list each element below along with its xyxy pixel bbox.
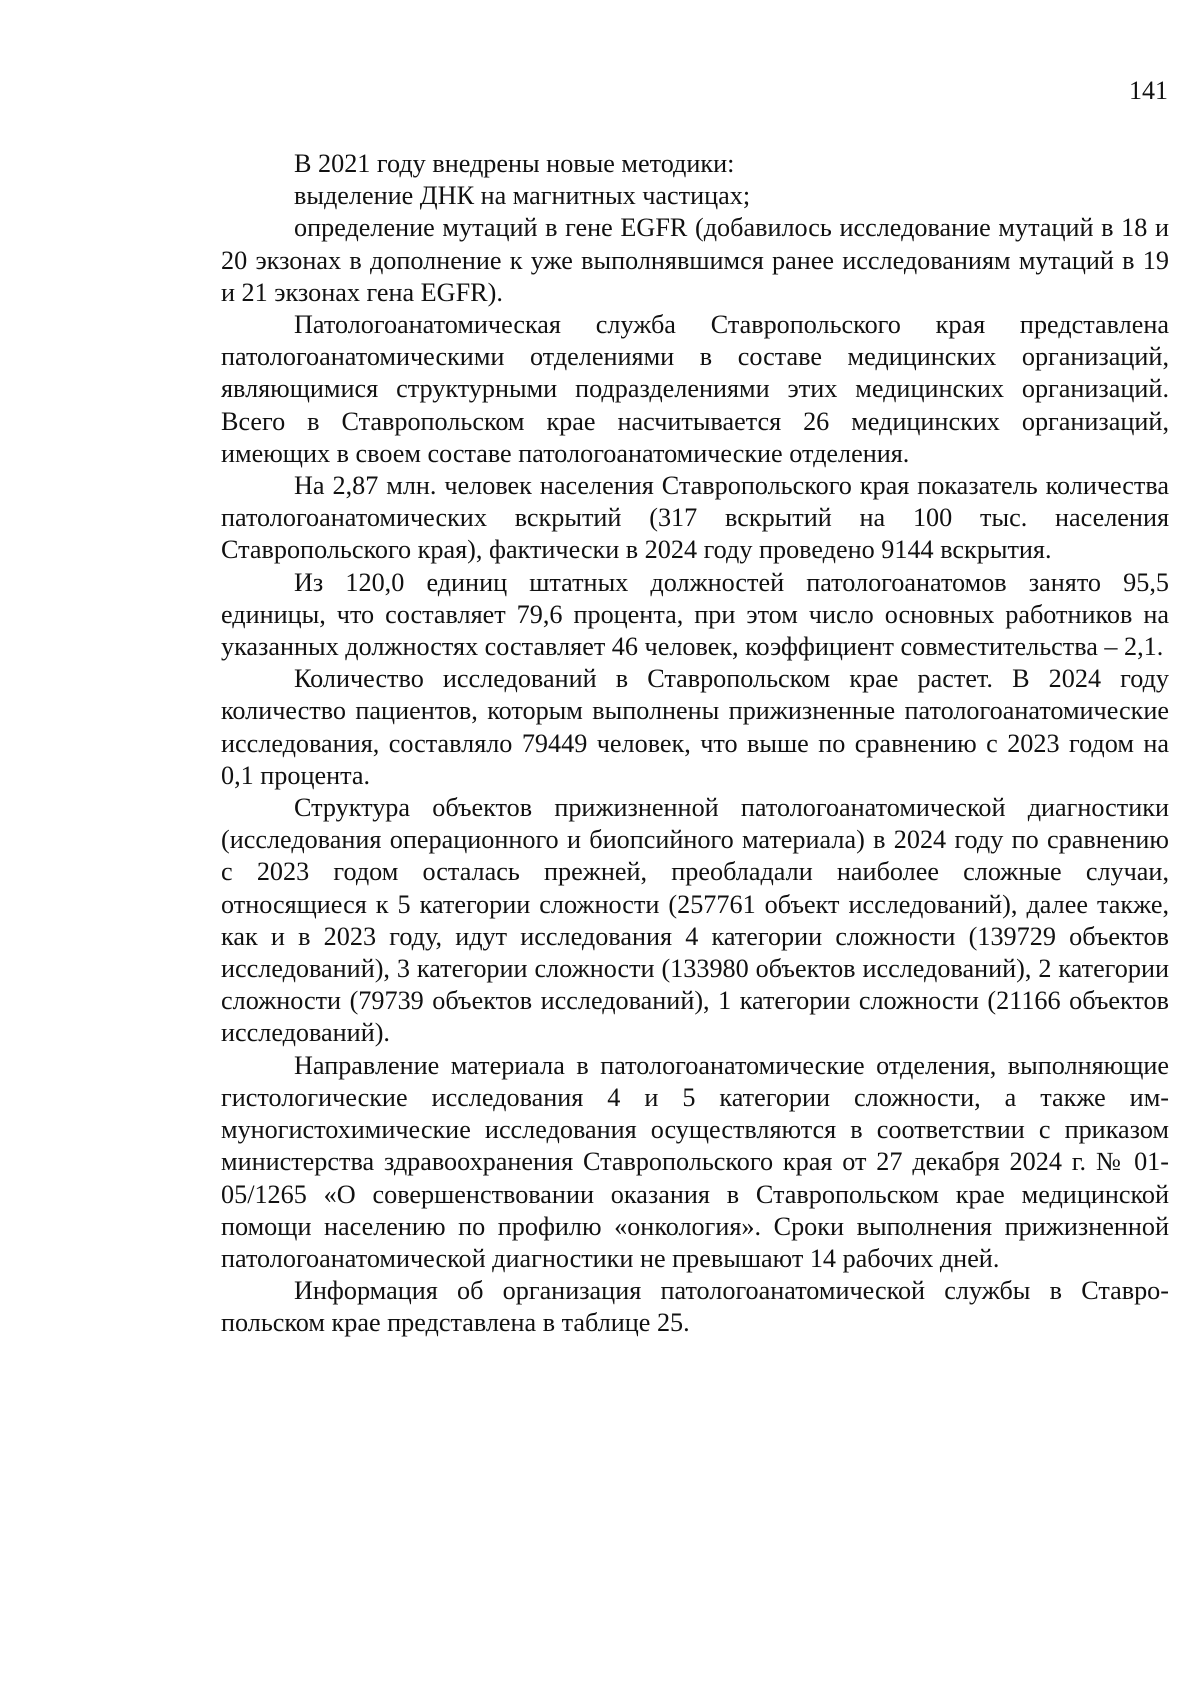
paragraph-staff-positions: Из 120,0 единиц штатных должностей патологоанатомов занято 95,5 единицы, что составляет 79,6 процента, при этом число основных работников на указанных должностях составляет 46 человек, коэффициент совместительства – 2,1. [221,567,1169,662]
paragraph-table-reference: Информация об организация патологоанатомической службы в Ставропольском крае представлена в таблице 25. [221,1276,1169,1338]
paragraph-methods-intro: В 2021 году внедрены новые методики: [294,149,735,178]
page-number: 141 [1129,76,1168,105]
paragraph-material-referral: Направление материала в патологоанатомические отделения, выполняющие гистологические исследования 4 и 5 категории сложности, а также иммуногистохимические исследования осуществляются в соответствии с приказом министерства здравоохранения Ставропольского края от 27 декабря 2024 г. № 01-05/1265 «О совершенствовании оказания в Ставропольском крае медицинской помощи населению по профилю «онкология». Сроки выполнения прижизненной патологоанатомической диагностики не превышают 14 рабочих дней. [221,1050,1169,1273]
paragraph-egfr-mutations: определение мутаций в гене EGFR (добавилось исследование мутаций в 18 и 20 экзонах в дополнение к уже выполнявшимся ранее исследованиям мутаций в 19 и 21 экзонах гена EGFR). [221,213,1169,307]
paragraph-autopsies: На 2,87 млн. человек населения Ставропольского края показатель количества патологоанатомических вскрытий (317 вскрытий на 100 тыс. населения Ставропольского края), фактически в 2024 году проведено 9144 вскрытия. [221,471,1169,565]
paragraph-complexity-structure: Структура объектов прижизненной патологоанатомической диагностики (исследования операционного и биопсийного материала) в 2024 году по сравнению с 2023 годом осталась прежней, преобладали наиболее сложные случаи, относящиеся к 5 категории сложности (257761 объект исследований), далее также, как и в 2023 году, идут исследования 4 категории сложности (139729 объектов исследований), 3 категории сложности (133980 объектов исследований), 2 категории сложности (79739 объектов исследований), 1 категории сложности (21166 объектов исследований). [221,793,1169,1048]
paragraph-service-structure: Патологоанатомическая служба Ставропольского края представлена патологоанатомическими отделениями в составе медицинских организаций, являющимися структурными подразделениями этих медицинских организаций. Всего в Ставропольском крае насчитывается 26 медицинских организаций, имеющих в своем составе патологоанатомические отделения. [221,310,1169,468]
document-body [221,148,1169,1340]
paragraph-research-growth: Количество исследований в Ставропольском крае растет. В 2024 году количество пациентов, которым выполнены прижизненные патологоанатомические исследования, составляло 79449 человек, что выше по сравнению с 2023 годом на 0,1 процента. [221,664,1169,790]
paragraph-dna-extraction: выделение ДНК на магнитных частицах; [294,181,751,211]
